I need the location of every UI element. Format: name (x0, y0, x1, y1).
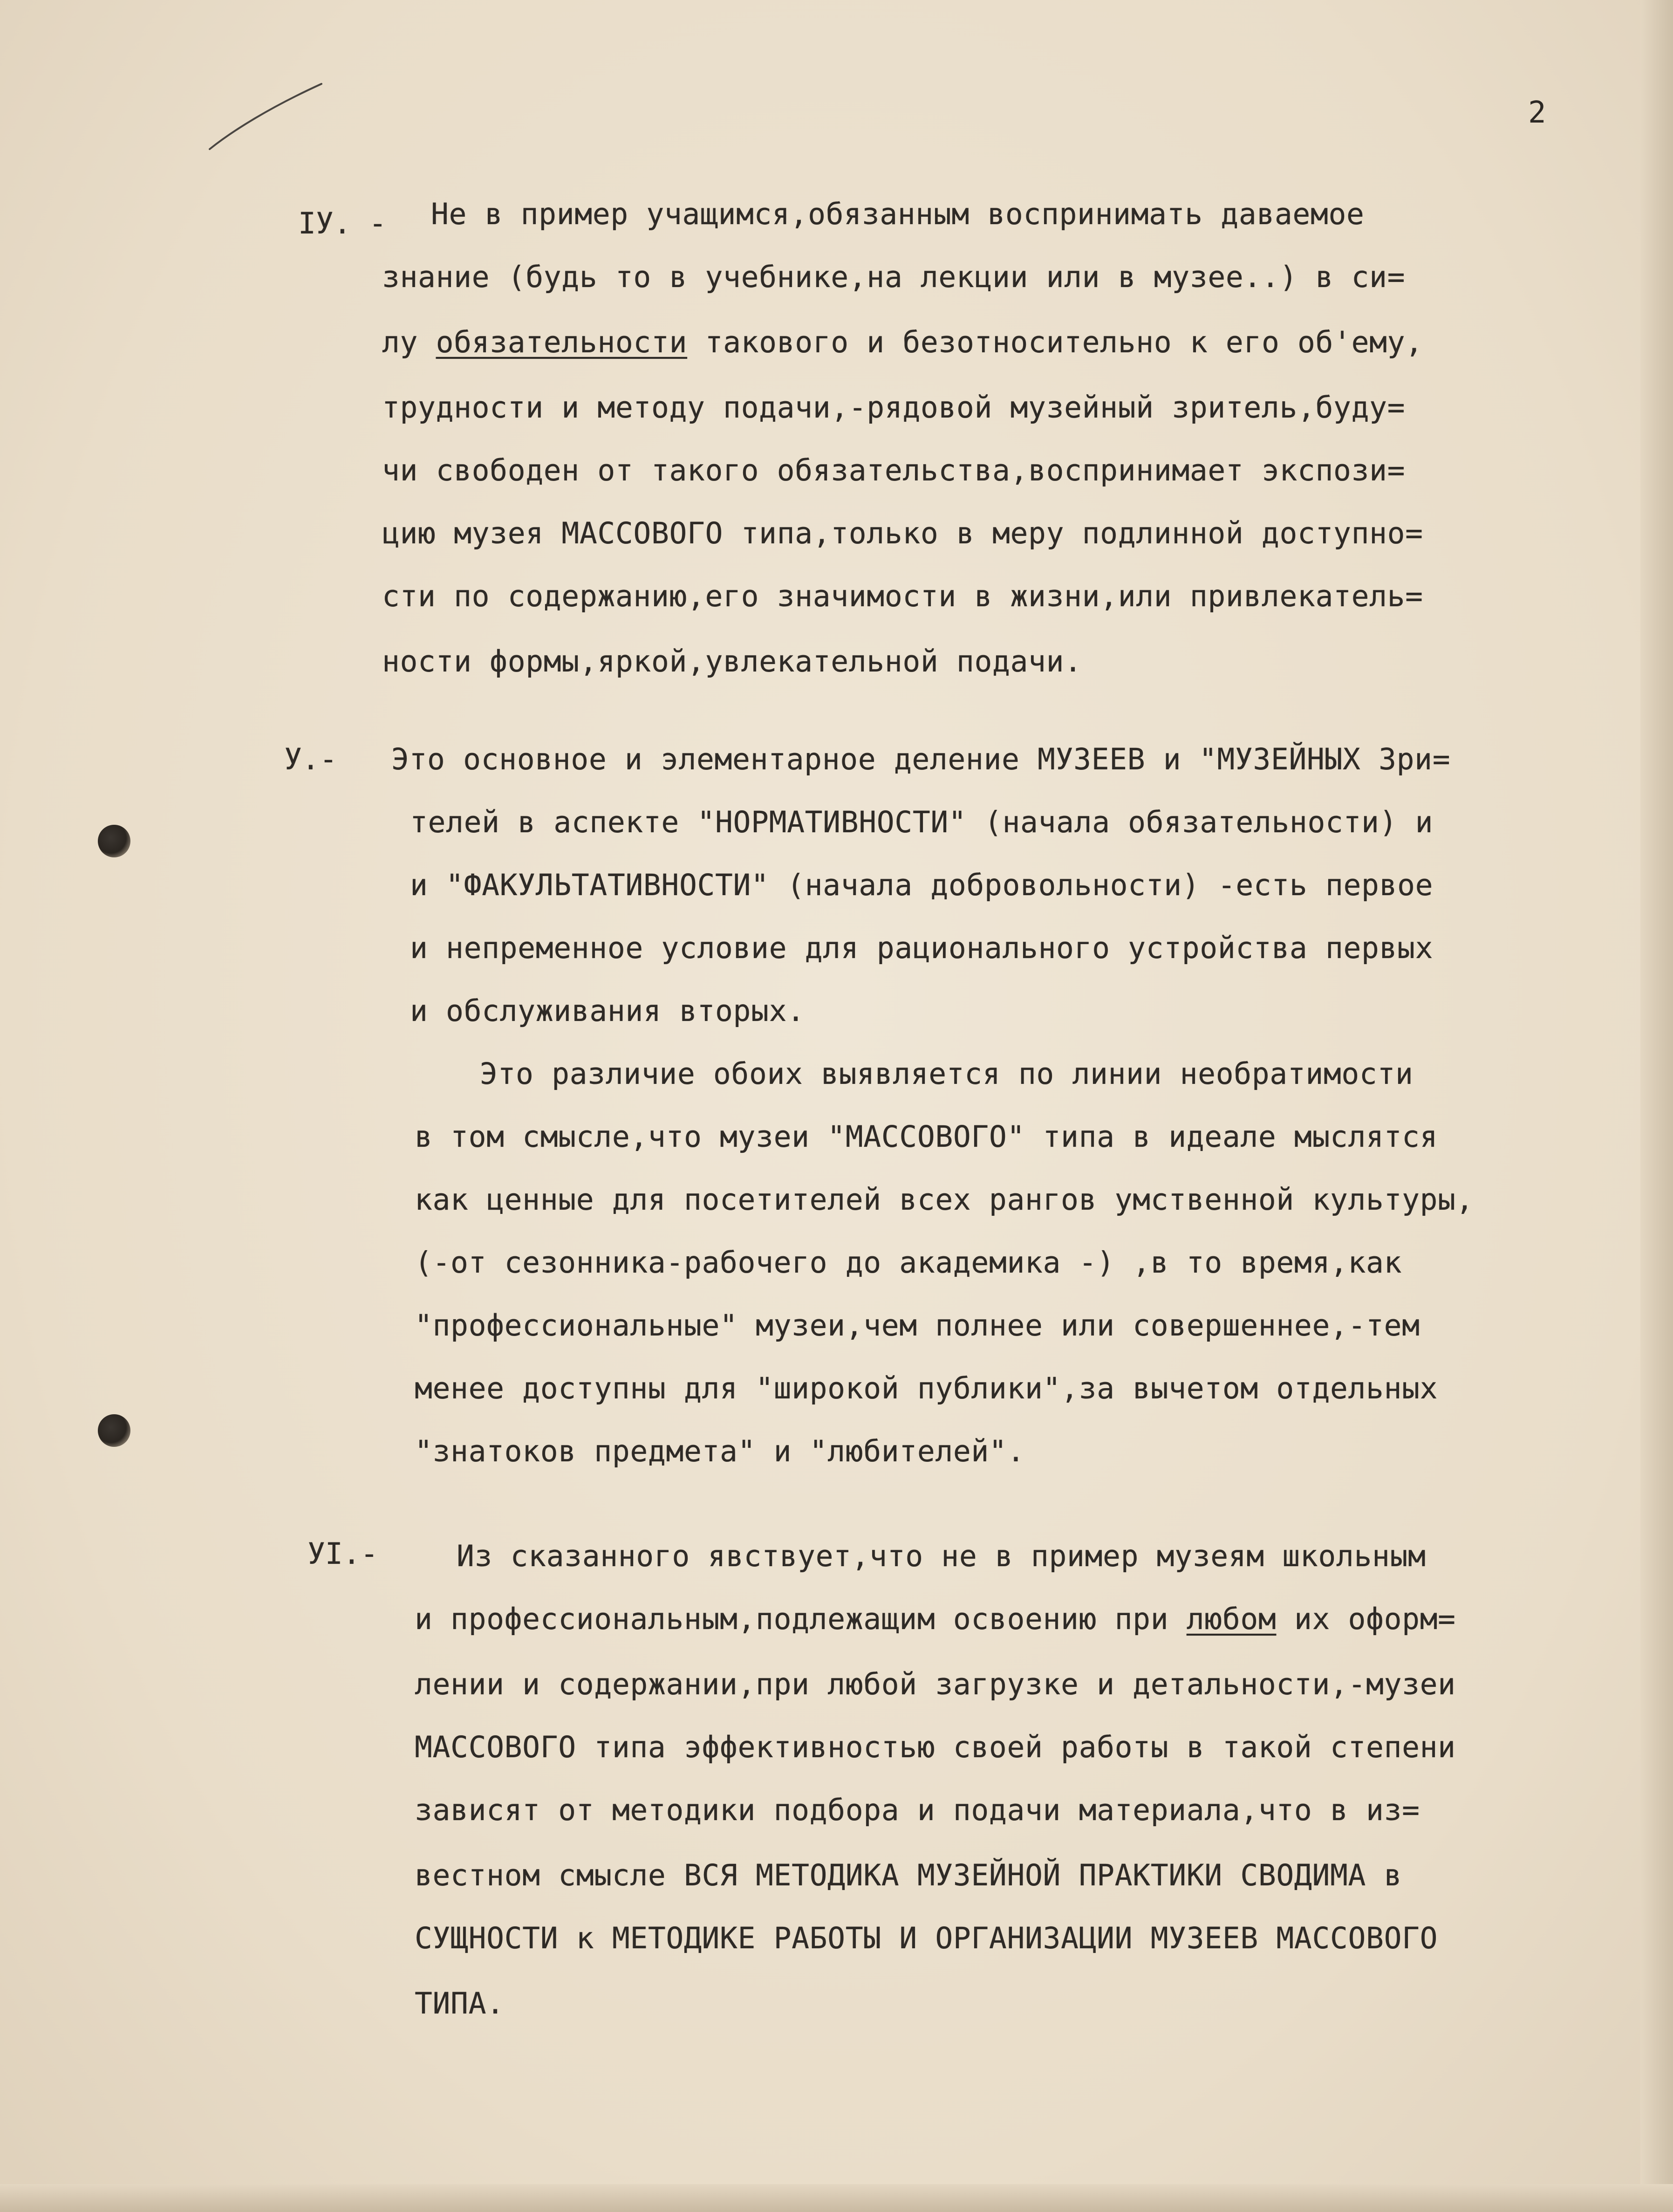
text-segment: Это основное и элементарное деление МУЗЕЕВ и "МУЗЕЙНЫХ Зри= (391, 742, 1451, 776)
text-line (415, 1920, 1438, 1957)
text-segment: вестном смысле ВСЯ МЕТОДИКА МУЗЕЙНОЙ ПРАКТИКИ СВОДИМА в (415, 1858, 1402, 1892)
text-segment: чи свободен от такого обязательства,воспринимает экспози= (382, 453, 1406, 487)
text-segment: "знатоков предмета" и "любителей". (415, 1434, 1025, 1468)
text-line (415, 1370, 1438, 1407)
text-segment: ности формы,яркой,увлекательной подачи. (382, 644, 1082, 678)
text-segment: зависят от методики подбора и подачи материала,что в из= (415, 1793, 1420, 1827)
text-line (431, 196, 1365, 233)
text-segment: и "ФАКУЛЬТАТИВНОСТИ" (начала добровольности) -есть первое (410, 868, 1434, 902)
text-segment: и непременное условие для рационального устройства первых (410, 931, 1434, 965)
text-segment: и обслуживания вторых. (410, 994, 805, 1028)
section-marker-5: У.- (284, 742, 337, 776)
text-segment: лении и содержании,при любой загрузке и детальности,-музеи (415, 1667, 1456, 1701)
page-bottom-shadow (0, 2184, 1673, 2212)
text-line (382, 578, 1423, 615)
page-number: 2 (1528, 96, 1546, 130)
text-line (415, 1666, 1456, 1703)
text-line (415, 1985, 505, 2022)
text-line (382, 515, 1423, 552)
text-line (415, 1729, 1456, 1766)
text-line (382, 452, 1405, 489)
text-segment: Из сказанного явствует,что не в пример музеям школьным (457, 1539, 1426, 1573)
text-segment: в том смысле,что музеи "МАССОВОГО" типа в идеале мыслятся (415, 1120, 1438, 1154)
text-line (382, 389, 1405, 426)
text-segment: сти по содержанию,его значимости в жизни,или привлекатель= (382, 579, 1423, 613)
punch-hole-top (98, 825, 130, 857)
text-segment: МАССОВОГО типа эффективностью своей работы в такой степени (415, 1730, 1456, 1764)
page-edge-shadow (1640, 0, 1673, 2212)
text-segment: менее доступны для "широкой публики",за вычетом отдельных (415, 1371, 1438, 1405)
text-segment: телей в аспекте "НОРМАТИВНОСТИ" (начала обязательности) и (410, 805, 1434, 839)
punch-hole-bottom (98, 1414, 130, 1447)
text-line (415, 1433, 1025, 1470)
underlined-word: любом (1186, 1602, 1277, 1636)
text-segment: Это различие обоих выявляется по линии необратимости (480, 1057, 1414, 1091)
text-line (457, 1538, 1426, 1575)
text-line (410, 867, 1433, 904)
section-marker-6: УI.- (307, 1537, 378, 1571)
text-segment: и профессиональным,подлежащим освоению при (415, 1602, 1187, 1636)
text-line (415, 1307, 1420, 1344)
text-segment: ТИПА. (415, 1986, 505, 2020)
text-line (382, 259, 1405, 296)
text-line (382, 324, 1423, 361)
text-segment: Не в пример учащимся,обязанным воспринимать даваемое (431, 197, 1365, 231)
text-segment: СУЩНОСТИ к МЕТОДИКЕ РАБОТЫ И ОРГАНИЗАЦИИ МУЗЕЕВ МАССОВОГО (415, 1921, 1438, 1955)
text-segment: (-от сезонника-рабочего до академика -) ,в то время,как (415, 1246, 1402, 1280)
text-line (415, 1792, 1420, 1829)
text-segment: такового и безотносительно к его об'ему, (687, 325, 1423, 359)
text-line (415, 1601, 1456, 1638)
text-segment: их оформ= (1276, 1602, 1456, 1636)
text-segment: как ценные для посетителей всех рангов умственной культуры, (415, 1183, 1474, 1217)
text-line (391, 741, 1450, 778)
text-line (480, 1055, 1414, 1093)
pencil-stroke-mark (205, 79, 326, 154)
text-segment: лу (382, 325, 436, 359)
text-line (410, 930, 1433, 967)
text-line (410, 993, 805, 1030)
text-line (415, 1181, 1474, 1219)
text-segment: "профессиональные" музеи,чем полнее или совершеннее,-тем (415, 1308, 1420, 1342)
text-segment: знание (будь то в учебнике,на лекции или в музее..) в си= (382, 260, 1406, 294)
text-line (415, 1857, 1402, 1894)
text-line (382, 643, 1082, 680)
text-line (410, 804, 1433, 841)
text-line (415, 1244, 1402, 1281)
text-line (415, 1118, 1438, 1156)
section-marker-4: IУ. - (298, 206, 387, 240)
text-segment: цию музея МАССОВОГО типа,только в меру подлинной доступно= (382, 516, 1423, 550)
text-segment: трудности и методу подачи,-рядовой музейный зритель,буду= (382, 390, 1406, 425)
underlined-word: обязательности (436, 325, 688, 359)
